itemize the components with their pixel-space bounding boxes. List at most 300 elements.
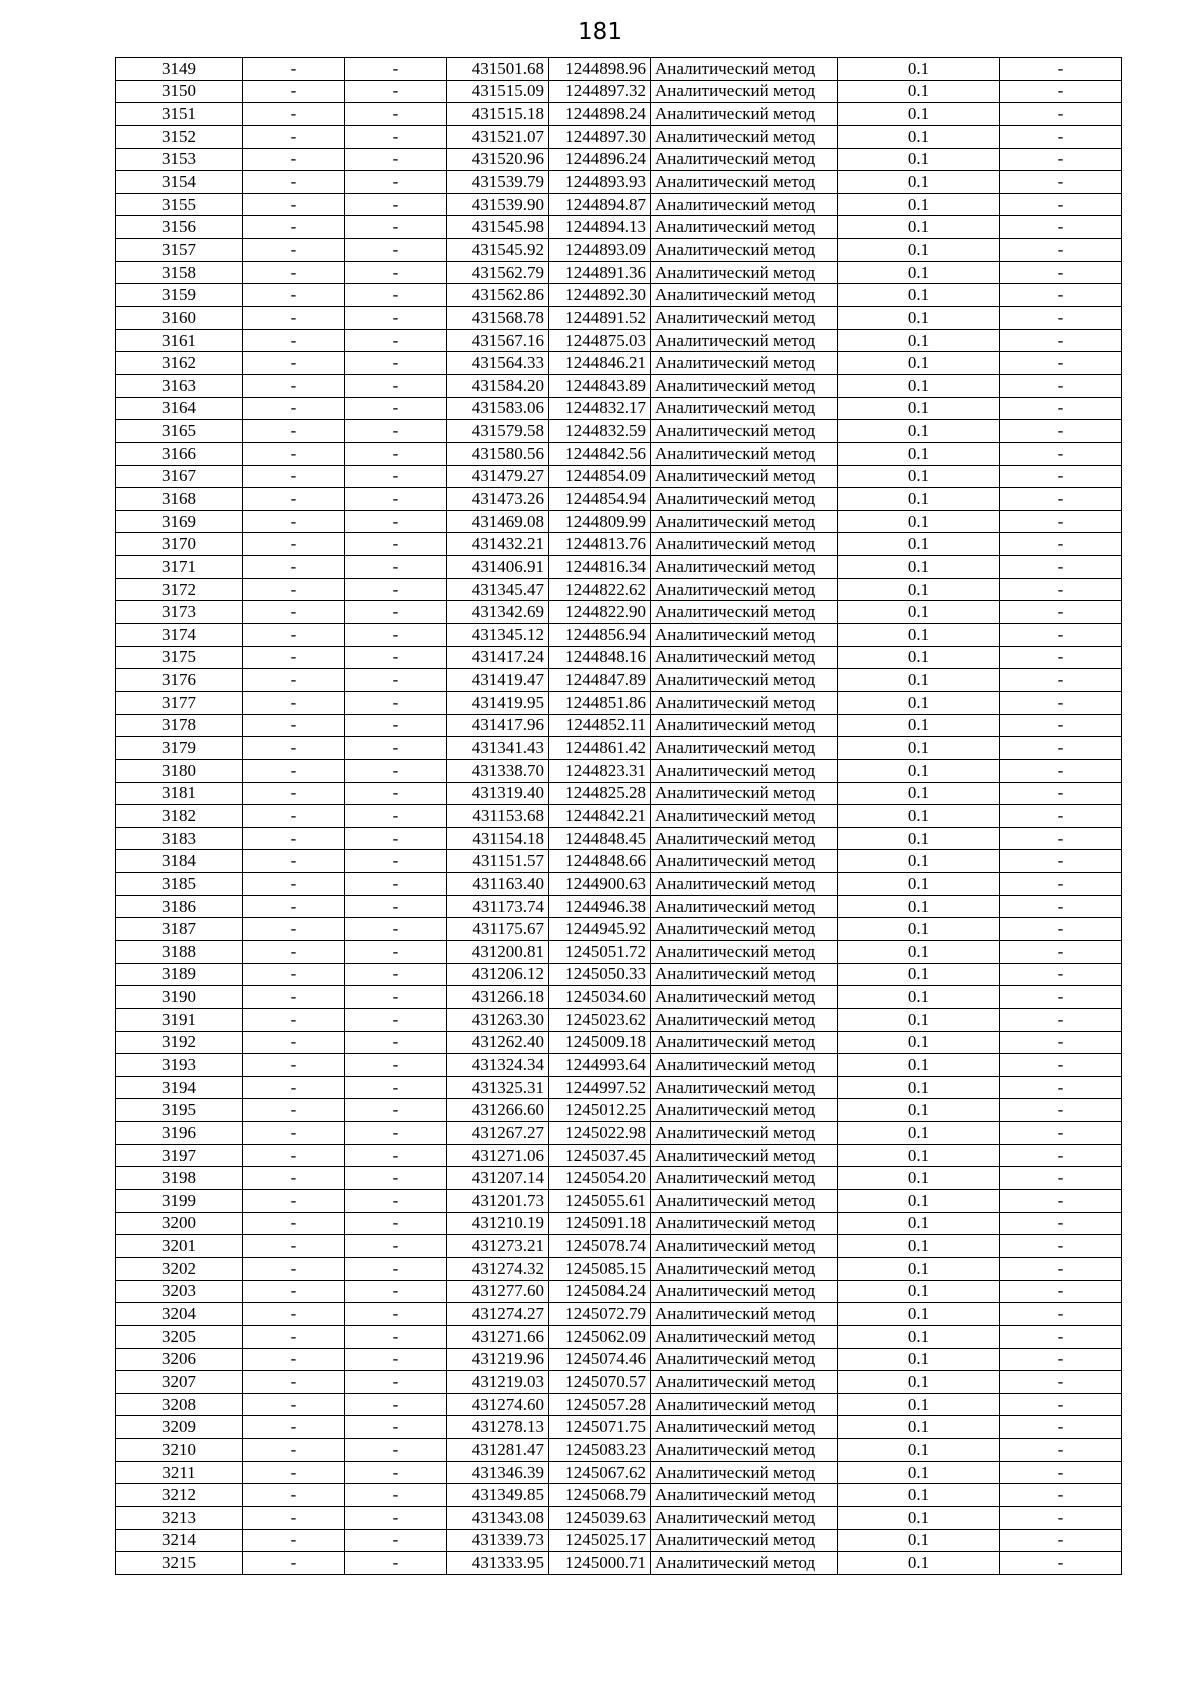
accuracy-cell: 0.1 <box>838 918 1000 941</box>
method-cell: Аналитический метод <box>651 782 838 805</box>
x-coordinate-cell: 431219.03 <box>447 1371 549 1394</box>
empty-cell-1: - <box>243 556 345 579</box>
point-number-cell: 3177 <box>116 691 243 714</box>
method-cell: Аналитический метод <box>651 171 838 194</box>
table-row <box>116 374 1122 397</box>
point-number-cell: 3159 <box>116 284 243 307</box>
accuracy-cell: 0.1 <box>838 1280 1000 1303</box>
y-coordinate-cell: 1244891.36 <box>549 261 651 284</box>
note-cell: - <box>1000 374 1122 397</box>
empty-cell-2: - <box>345 759 447 782</box>
x-coordinate-cell: 431562.79 <box>447 261 549 284</box>
method-cell: Аналитический метод <box>651 850 838 873</box>
method-cell: Аналитический метод <box>651 1552 838 1575</box>
method-cell: Аналитический метод <box>651 556 838 579</box>
point-number-cell: 3188 <box>116 940 243 963</box>
note-cell: - <box>1000 737 1122 760</box>
accuracy-cell: 0.1 <box>838 216 1000 239</box>
accuracy-cell: 0.1 <box>838 782 1000 805</box>
accuracy-cell: 0.1 <box>838 963 1000 986</box>
accuracy-cell: 0.1 <box>838 1552 1000 1575</box>
table-row <box>116 261 1122 284</box>
y-coordinate-cell: 1244809.99 <box>549 510 651 533</box>
table-row <box>116 1257 1122 1280</box>
x-coordinate-cell: 431153.68 <box>447 805 549 828</box>
empty-cell-1: - <box>243 850 345 873</box>
accuracy-cell: 0.1 <box>838 510 1000 533</box>
point-number-cell: 3198 <box>116 1167 243 1190</box>
point-number-cell: 3190 <box>116 986 243 1009</box>
x-coordinate-cell: 431469.08 <box>447 510 549 533</box>
empty-cell-2: - <box>345 1325 447 1348</box>
accuracy-cell: 0.1 <box>838 80 1000 103</box>
empty-cell-1: - <box>243 533 345 556</box>
x-coordinate-cell: 431545.98 <box>447 216 549 239</box>
table-row <box>116 782 1122 805</box>
y-coordinate-cell: 1245074.46 <box>549 1348 651 1371</box>
accuracy-cell: 0.1 <box>838 1144 1000 1167</box>
empty-cell-1: - <box>243 895 345 918</box>
empty-cell-2: - <box>345 963 447 986</box>
note-cell: - <box>1000 714 1122 737</box>
empty-cell-2: - <box>345 873 447 896</box>
point-number-cell: 3208 <box>116 1393 243 1416</box>
method-cell: Аналитический метод <box>651 759 838 782</box>
note-cell: - <box>1000 850 1122 873</box>
x-coordinate-cell: 431579.58 <box>447 420 549 443</box>
y-coordinate-cell: 1245083.23 <box>549 1439 651 1462</box>
table-row <box>116 1190 1122 1213</box>
x-coordinate-cell: 431417.96 <box>447 714 549 737</box>
accuracy-cell: 0.1 <box>838 352 1000 375</box>
empty-cell-2: - <box>345 1371 447 1394</box>
method-cell: Аналитический метод <box>651 284 838 307</box>
empty-cell-1: - <box>243 873 345 896</box>
x-coordinate-cell: 431346.39 <box>447 1461 549 1484</box>
x-coordinate-cell: 431273.21 <box>447 1235 549 1258</box>
point-number-cell: 3163 <box>116 374 243 397</box>
x-coordinate-cell: 431501.68 <box>447 58 549 81</box>
point-number-cell: 3215 <box>116 1552 243 1575</box>
method-cell: Аналитический метод <box>651 1031 838 1054</box>
empty-cell-1: - <box>243 397 345 420</box>
empty-cell-1: - <box>243 940 345 963</box>
method-cell: Аналитический метод <box>651 805 838 828</box>
empty-cell-2: - <box>345 352 447 375</box>
y-coordinate-cell: 1244843.89 <box>549 374 651 397</box>
table-row <box>116 352 1122 375</box>
method-cell: Аналитический метод <box>651 80 838 103</box>
table-row <box>116 1212 1122 1235</box>
method-cell: Аналитический метод <box>651 488 838 511</box>
method-cell: Аналитический метод <box>651 1507 838 1530</box>
y-coordinate-cell: 1244816.34 <box>549 556 651 579</box>
note-cell: - <box>1000 1190 1122 1213</box>
empty-cell-1: - <box>243 691 345 714</box>
x-coordinate-cell: 431479.27 <box>447 465 549 488</box>
y-coordinate-cell: 1245012.25 <box>549 1099 651 1122</box>
note-cell: - <box>1000 420 1122 443</box>
note-cell: - <box>1000 352 1122 375</box>
method-cell: Аналитический метод <box>651 1235 838 1258</box>
method-cell: Аналитический метод <box>651 58 838 81</box>
x-coordinate-cell: 431580.56 <box>447 442 549 465</box>
y-coordinate-cell: 1244897.30 <box>549 125 651 148</box>
x-coordinate-cell: 431206.12 <box>447 963 549 986</box>
empty-cell-1: - <box>243 669 345 692</box>
empty-cell-2: - <box>345 1461 447 1484</box>
table-row <box>116 827 1122 850</box>
empty-cell-1: - <box>243 374 345 397</box>
note-cell: - <box>1000 329 1122 352</box>
note-cell: - <box>1000 1303 1122 1326</box>
x-coordinate-cell: 431419.47 <box>447 669 549 692</box>
y-coordinate-cell: 1244823.31 <box>549 759 651 782</box>
empty-cell-2: - <box>345 465 447 488</box>
note-cell: - <box>1000 1325 1122 1348</box>
accuracy-cell: 0.1 <box>838 420 1000 443</box>
note-cell: - <box>1000 805 1122 828</box>
y-coordinate-cell: 1245022.98 <box>549 1122 651 1145</box>
point-number-cell: 3183 <box>116 827 243 850</box>
note-cell: - <box>1000 1054 1122 1077</box>
empty-cell-1: - <box>243 1054 345 1077</box>
method-cell: Аналитический метод <box>651 1461 838 1484</box>
y-coordinate-cell: 1244993.64 <box>549 1054 651 1077</box>
x-coordinate-cell: 431277.60 <box>447 1280 549 1303</box>
x-coordinate-cell: 431341.43 <box>447 737 549 760</box>
y-coordinate-cell: 1245070.57 <box>549 1371 651 1394</box>
note-cell: - <box>1000 58 1122 81</box>
empty-cell-2: - <box>345 58 447 81</box>
empty-cell-1: - <box>243 1280 345 1303</box>
x-coordinate-cell: 431432.21 <box>447 533 549 556</box>
empty-cell-2: - <box>345 148 447 171</box>
point-number-cell: 3174 <box>116 624 243 647</box>
empty-cell-2: - <box>345 601 447 624</box>
point-number-cell: 3181 <box>116 782 243 805</box>
method-cell: Аналитический метод <box>651 442 838 465</box>
y-coordinate-cell: 1245068.79 <box>549 1484 651 1507</box>
x-coordinate-cell: 431274.27 <box>447 1303 549 1326</box>
empty-cell-2: - <box>345 940 447 963</box>
empty-cell-2: - <box>345 714 447 737</box>
note-cell: - <box>1000 125 1122 148</box>
y-coordinate-cell: 1244851.86 <box>549 691 651 714</box>
empty-cell-2: - <box>345 171 447 194</box>
table-row <box>116 669 1122 692</box>
accuracy-cell: 0.1 <box>838 442 1000 465</box>
empty-cell-2: - <box>345 420 447 443</box>
empty-cell-2: - <box>345 329 447 352</box>
method-cell: Аналитический метод <box>651 193 838 216</box>
empty-cell-1: - <box>243 1507 345 1530</box>
method-cell: Аналитический метод <box>651 533 838 556</box>
table-body <box>116 58 1122 1575</box>
empty-cell-1: - <box>243 1031 345 1054</box>
y-coordinate-cell: 1244997.52 <box>549 1076 651 1099</box>
x-coordinate-cell: 431266.60 <box>447 1099 549 1122</box>
empty-cell-2: - <box>345 1507 447 1530</box>
note-cell: - <box>1000 216 1122 239</box>
accuracy-cell: 0.1 <box>838 556 1000 579</box>
y-coordinate-cell: 1245078.74 <box>549 1235 651 1258</box>
point-number-cell: 3167 <box>116 465 243 488</box>
table-row <box>116 239 1122 262</box>
accuracy-cell: 0.1 <box>838 986 1000 1009</box>
empty-cell-1: - <box>243 714 345 737</box>
method-cell: Аналитический метод <box>651 963 838 986</box>
y-coordinate-cell: 1244891.52 <box>549 307 651 330</box>
note-cell: - <box>1000 963 1122 986</box>
note-cell: - <box>1000 261 1122 284</box>
x-coordinate-cell: 431473.26 <box>447 488 549 511</box>
method-cell: Аналитический метод <box>651 1529 838 1552</box>
empty-cell-1: - <box>243 103 345 126</box>
empty-cell-2: - <box>345 1031 447 1054</box>
y-coordinate-cell: 1244945.92 <box>549 918 651 941</box>
x-coordinate-cell: 431271.06 <box>447 1144 549 1167</box>
method-cell: Аналитический метод <box>651 691 838 714</box>
method-cell: Аналитический метод <box>651 1212 838 1235</box>
table-row <box>116 1167 1122 1190</box>
y-coordinate-cell: 1245071.75 <box>549 1416 651 1439</box>
accuracy-cell: 0.1 <box>838 805 1000 828</box>
accuracy-cell: 0.1 <box>838 1122 1000 1145</box>
point-number-cell: 3151 <box>116 103 243 126</box>
empty-cell-1: - <box>243 1393 345 1416</box>
point-number-cell: 3155 <box>116 193 243 216</box>
note-cell: - <box>1000 1099 1122 1122</box>
point-number-cell: 3156 <box>116 216 243 239</box>
note-cell: - <box>1000 171 1122 194</box>
empty-cell-2: - <box>345 1235 447 1258</box>
x-coordinate-cell: 431201.73 <box>447 1190 549 1213</box>
y-coordinate-cell: 1244825.28 <box>549 782 651 805</box>
empty-cell-1: - <box>243 420 345 443</box>
accuracy-cell: 0.1 <box>838 1484 1000 1507</box>
empty-cell-2: - <box>345 1439 447 1462</box>
method-cell: Аналитический метод <box>651 1348 838 1371</box>
x-coordinate-cell: 431325.31 <box>447 1076 549 1099</box>
empty-cell-1: - <box>243 646 345 669</box>
method-cell: Аналитический метод <box>651 1371 838 1394</box>
empty-cell-1: - <box>243 442 345 465</box>
table-row <box>116 442 1122 465</box>
empty-cell-1: - <box>243 759 345 782</box>
y-coordinate-cell: 1244847.89 <box>549 669 651 692</box>
table-row <box>116 465 1122 488</box>
empty-cell-1: - <box>243 986 345 1009</box>
point-number-cell: 3169 <box>116 510 243 533</box>
empty-cell-2: - <box>345 691 447 714</box>
point-number-cell: 3203 <box>116 1280 243 1303</box>
accuracy-cell: 0.1 <box>838 193 1000 216</box>
method-cell: Аналитический метод <box>651 1257 838 1280</box>
note-cell: - <box>1000 1552 1122 1575</box>
x-coordinate-cell: 431515.09 <box>447 80 549 103</box>
table-row <box>116 510 1122 533</box>
empty-cell-1: - <box>243 1257 345 1280</box>
y-coordinate-cell: 1245067.62 <box>549 1461 651 1484</box>
table-row <box>116 1416 1122 1439</box>
method-cell: Аналитический метод <box>651 397 838 420</box>
table-row <box>116 873 1122 896</box>
y-coordinate-cell: 1245085.15 <box>549 1257 651 1280</box>
y-coordinate-cell: 1245055.61 <box>549 1190 651 1213</box>
accuracy-cell: 0.1 <box>838 691 1000 714</box>
table-row <box>116 940 1122 963</box>
table-row <box>116 1348 1122 1371</box>
accuracy-cell: 0.1 <box>838 307 1000 330</box>
note-cell: - <box>1000 1461 1122 1484</box>
x-coordinate-cell: 431200.81 <box>447 940 549 963</box>
table-row <box>116 578 1122 601</box>
accuracy-cell: 0.1 <box>838 601 1000 624</box>
x-coordinate-cell: 431567.16 <box>447 329 549 352</box>
method-cell: Аналитический метод <box>651 420 838 443</box>
y-coordinate-cell: 1245072.79 <box>549 1303 651 1326</box>
empty-cell-2: - <box>345 216 447 239</box>
empty-cell-2: - <box>345 1280 447 1303</box>
point-number-cell: 3157 <box>116 239 243 262</box>
note-cell: - <box>1000 1439 1122 1462</box>
y-coordinate-cell: 1244894.13 <box>549 216 651 239</box>
empty-cell-2: - <box>345 1054 447 1077</box>
method-cell: Аналитический метод <box>651 329 838 352</box>
empty-cell-2: - <box>345 1144 447 1167</box>
empty-cell-1: - <box>243 1439 345 1462</box>
method-cell: Аналитический метод <box>651 1167 838 1190</box>
empty-cell-2: - <box>345 1122 447 1145</box>
accuracy-cell: 0.1 <box>838 624 1000 647</box>
empty-cell-2: - <box>345 374 447 397</box>
empty-cell-2: - <box>345 986 447 1009</box>
table-row <box>116 1552 1122 1575</box>
note-cell: - <box>1000 465 1122 488</box>
point-number-cell: 3170 <box>116 533 243 556</box>
empty-cell-1: - <box>243 1099 345 1122</box>
empty-cell-2: - <box>345 1212 447 1235</box>
empty-cell-1: - <box>243 284 345 307</box>
table-row <box>116 284 1122 307</box>
empty-cell-1: - <box>243 1552 345 1575</box>
empty-cell-2: - <box>345 193 447 216</box>
empty-cell-2: - <box>345 1167 447 1190</box>
accuracy-cell: 0.1 <box>838 1529 1000 1552</box>
coordinates-table <box>115 57 1122 1575</box>
method-cell: Аналитический метод <box>651 1393 838 1416</box>
empty-cell-2: - <box>345 1529 447 1552</box>
method-cell: Аналитический метод <box>651 1008 838 1031</box>
note-cell: - <box>1000 691 1122 714</box>
y-coordinate-cell: 1244893.93 <box>549 171 651 194</box>
y-coordinate-cell: 1244842.56 <box>549 442 651 465</box>
method-cell: Аналитический метод <box>651 1484 838 1507</box>
table-row <box>116 963 1122 986</box>
y-coordinate-cell: 1245009.18 <box>549 1031 651 1054</box>
empty-cell-2: - <box>345 624 447 647</box>
accuracy-cell: 0.1 <box>838 1416 1000 1439</box>
x-coordinate-cell: 431175.67 <box>447 918 549 941</box>
note-cell: - <box>1000 669 1122 692</box>
method-cell: Аналитический метод <box>651 669 838 692</box>
method-cell: Аналитический метод <box>651 239 838 262</box>
table-row <box>116 850 1122 873</box>
method-cell: Аналитический метод <box>651 1076 838 1099</box>
empty-cell-2: - <box>345 103 447 126</box>
y-coordinate-cell: 1244894.87 <box>549 193 651 216</box>
point-number-cell: 3165 <box>116 420 243 443</box>
empty-cell-1: - <box>243 1303 345 1326</box>
accuracy-cell: 0.1 <box>838 1303 1000 1326</box>
y-coordinate-cell: 1245039.63 <box>549 1507 651 1530</box>
accuracy-cell: 0.1 <box>838 1507 1000 1530</box>
table-row <box>116 759 1122 782</box>
accuracy-cell: 0.1 <box>838 171 1000 194</box>
y-coordinate-cell: 1244898.96 <box>549 58 651 81</box>
x-coordinate-cell: 431267.27 <box>447 1122 549 1145</box>
note-cell: - <box>1000 556 1122 579</box>
note-cell: - <box>1000 1257 1122 1280</box>
empty-cell-2: - <box>345 80 447 103</box>
method-cell: Аналитический метод <box>651 261 838 284</box>
accuracy-cell: 0.1 <box>838 465 1000 488</box>
y-coordinate-cell: 1244900.63 <box>549 873 651 896</box>
note-cell: - <box>1000 1484 1122 1507</box>
method-cell: Аналитический метод <box>651 374 838 397</box>
note-cell: - <box>1000 918 1122 941</box>
table-row <box>116 895 1122 918</box>
method-cell: Аналитический метод <box>651 125 838 148</box>
note-cell: - <box>1000 1393 1122 1416</box>
accuracy-cell: 0.1 <box>838 1167 1000 1190</box>
accuracy-cell: 0.1 <box>838 759 1000 782</box>
y-coordinate-cell: 1244822.90 <box>549 601 651 624</box>
table-row <box>116 918 1122 941</box>
point-number-cell: 3185 <box>116 873 243 896</box>
accuracy-cell: 0.1 <box>838 1235 1000 1258</box>
empty-cell-2: - <box>345 827 447 850</box>
accuracy-cell: 0.1 <box>838 737 1000 760</box>
x-coordinate-cell: 431520.96 <box>447 148 549 171</box>
table-row <box>116 1325 1122 1348</box>
x-coordinate-cell: 431207.14 <box>447 1167 549 1190</box>
x-coordinate-cell: 431419.95 <box>447 691 549 714</box>
accuracy-cell: 0.1 <box>838 1393 1000 1416</box>
accuracy-cell: 0.1 <box>838 1008 1000 1031</box>
page-number: 181 <box>578 19 622 45</box>
table-row <box>116 1484 1122 1507</box>
x-coordinate-cell: 431342.69 <box>447 601 549 624</box>
table-row <box>116 193 1122 216</box>
x-coordinate-cell: 431338.70 <box>447 759 549 782</box>
empty-cell-1: - <box>243 239 345 262</box>
note-cell: - <box>1000 1144 1122 1167</box>
accuracy-cell: 0.1 <box>838 103 1000 126</box>
note-cell: - <box>1000 148 1122 171</box>
point-number-cell: 3192 <box>116 1031 243 1054</box>
method-cell: Аналитический метод <box>651 873 838 896</box>
note-cell: - <box>1000 1076 1122 1099</box>
note-cell: - <box>1000 624 1122 647</box>
table-row <box>116 1054 1122 1077</box>
x-coordinate-cell: 431274.32 <box>447 1257 549 1280</box>
point-number-cell: 3205 <box>116 1325 243 1348</box>
accuracy-cell: 0.1 <box>838 261 1000 284</box>
point-number-cell: 3200 <box>116 1212 243 1235</box>
y-coordinate-cell: 1244854.09 <box>549 465 651 488</box>
